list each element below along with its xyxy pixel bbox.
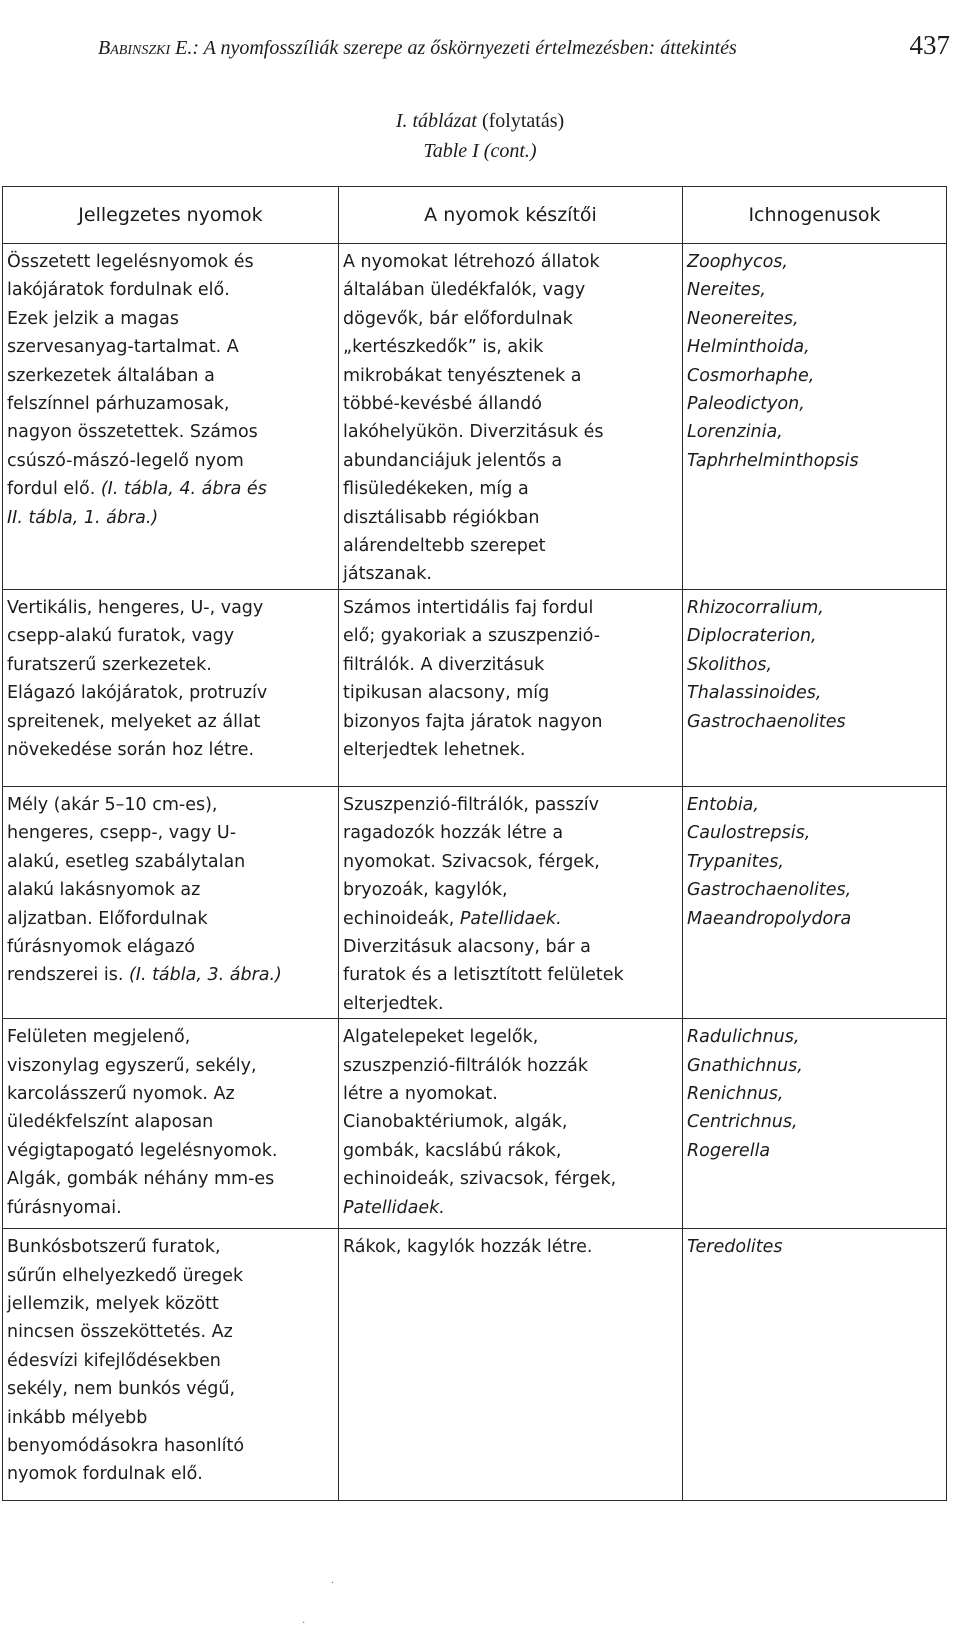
table-header-row (3, 187, 947, 244)
cell-characteristic-traces (3, 244, 339, 590)
cell-characteristic-traces (3, 1019, 339, 1229)
table-caption-label: I. táblázat (395, 110, 477, 132)
figure-reference: (I. tábla, 4. ábra és II. tábla, 1. ábra.) (7, 479, 267, 528)
cell-trace-makers (339, 786, 683, 1018)
ichnogenus-table (2, 186, 947, 1501)
table-row (3, 1019, 947, 1229)
figure-reference: (I. tábla, 3. ábra.) (128, 965, 282, 986)
running-head (98, 30, 950, 66)
cell-text (343, 594, 678, 764)
cell-trace-makers (339, 1019, 683, 1229)
taxon-name: Patellidaek. (459, 908, 562, 929)
cell-trace-makers (339, 1229, 683, 1501)
running-head-article-title: : A nyomfosszíliák szerepe az őskörnyezeti értelmezésben: áttekintés (192, 37, 737, 59)
cell-text-part: Számos intertidális faj fordul elő; gyakoriak a szuszpenzió- filtrálók. A diverzitásuk tipikusan alacsony, míg bizonyos fajta járatok nagyon elterjedtek lehetnek. (343, 597, 603, 760)
cell-ichnogenera (683, 589, 947, 786)
cell-text-part: Diverzitásuk alacsony, bár a furatok és a letisztított felületek elterjedtek. (343, 936, 624, 1014)
cell-text-part: Rákok, kagylók hozzák létre. (343, 1237, 593, 1258)
column-header-ichnogenera: Ichnogenusok (683, 187, 947, 244)
cell-ichnogenera (683, 1019, 947, 1229)
page-number: 437 (909, 30, 950, 60)
table-row (3, 786, 947, 1018)
column-header-characteristic-traces: Jellegzetes nyomok (3, 187, 339, 244)
cell-text-main: Felületen megjelenő, viszonylag egyszerű, sekély, karcolásszerű nyomok. Az üledékfelszínt alaposan végigtapogató legelésnyomok. Algák, gombák néhány mm-es fúrásnyomai. (7, 1027, 278, 1218)
table-caption-english: Table I (cont.) (423, 140, 537, 162)
cell-text-part: Algatelepeket legelők, szuszpenzió-filtrálók hozzák létre a nyomokat. Cianobaktériumok, algák, gombák, kacslábú rákok, echinoideák, szivacsok, férgek, (343, 1027, 617, 1190)
cell-text-part: Szuszpenzió-filtrálók, passzív ragadozók hozzák létre a nyomokat. Szivacsok, férgek, bryozoák, kagylók, echinoideák, (343, 794, 600, 929)
running-head-title (98, 37, 737, 60)
table-row (3, 1229, 947, 1501)
cell-text (7, 1233, 334, 1489)
cell-trace-makers (339, 589, 683, 786)
cell-text (343, 791, 678, 1018)
cell-text (7, 1023, 334, 1222)
cell-ichnogenera (683, 1229, 947, 1501)
cell-trace-makers (339, 244, 683, 590)
cell-characteristic-traces (3, 1229, 339, 1501)
scan-speck: · (302, 1618, 306, 1629)
running-head-author: Babinszki E. (98, 37, 193, 59)
cell-text (7, 248, 334, 532)
cell-text (7, 791, 334, 990)
ichnogenus-list: Zoophycos, Nereites, Neonereites, Helminthoida, Cosmorhaphe, Paleodictyon, Lorenzinia, Taphrhelminthopsis (687, 252, 859, 471)
cell-text-part: A nyomokat létrehozó állatok általában üledékfalók, vagy dögevők, bár előfordulnak „kertészkedők” is, akik mikrobákat tenyésztenek a többé-kevésbé állandó lakóhelyükön. Diverzitásuk és abundanciájuk jelentős a flisüledékeken, míg a disztálisabb régiókban alárendeltebb szerepet játszanak. (343, 252, 604, 585)
cell-text-main: Összetett legelésnyomok és lakójáratok fordulnak elő. Ezek jelzik a magas szervesanyag-tartalmat. A szerkezetek általában a felszínnel párhuzamosak, nagyon összetettek. Számos csúszó-mászó-legelő nyom fordul elő. (7, 252, 258, 500)
cell-text-main: Bunkósbotszerű furatok, sűrűn elhelyezkedő üregek jellemzik, melyek között nincsen összeköttetés. Az édesvízi kifejlődésekben sekély, nem bunkós végű, inkább mélyebb benyomódásokra hasonlító nyomok fordulnak elő. (7, 1237, 245, 1485)
cell-characteristic-traces (3, 589, 339, 786)
table-row (3, 244, 947, 590)
ichnogenus-list: Rhizocorralium, Diplocraterion, Skolithos, Thalassinoides, Gastrochaenolites (687, 597, 846, 732)
ichnogenus-list: Radulichnus, Gnathichnus, Renichnus, Centrichnus, Rogerella (687, 1027, 803, 1161)
cell-text (7, 594, 334, 764)
ichnogenus-list: Teredolites (687, 1237, 783, 1258)
table-row (3, 589, 947, 786)
cell-text-main: Vertikális, hengeres, U-, vagy csepp-alakú furatok, vagy furatszerű szerkezetek. Elágazó lakójáratok, protruzív spreitenek, melyeket az állat növekedése során hoz létre. (7, 597, 268, 760)
cell-text-main: Mély (akár 5–10 cm-es), hengeres, csepp-, vagy U- alakú, esetleg szabálytalan alakú lakásnyomok az aljzatban. Előfordulnak fúrásnyomok elágazó rendszerei is. (7, 794, 246, 986)
column-header-trace-makers: A nyomok készítői (339, 187, 683, 244)
table-caption (0, 110, 960, 133)
cell-text (343, 1233, 678, 1261)
ichnogenus-list: Entobia, Caulostrepsis, Trypanites, Gastrochaenolites, Maeandropolydora (687, 794, 852, 929)
cell-ichnogenera (683, 244, 947, 590)
scan-speck: · (331, 1578, 335, 1589)
cell-characteristic-traces (3, 786, 339, 1018)
table-caption-rest: (folytatás) (476, 110, 565, 132)
cell-ichnogenera (683, 786, 947, 1018)
cell-text (343, 248, 678, 589)
taxon-name: Patellidaek. (343, 1197, 445, 1218)
cell-text (343, 1023, 678, 1222)
